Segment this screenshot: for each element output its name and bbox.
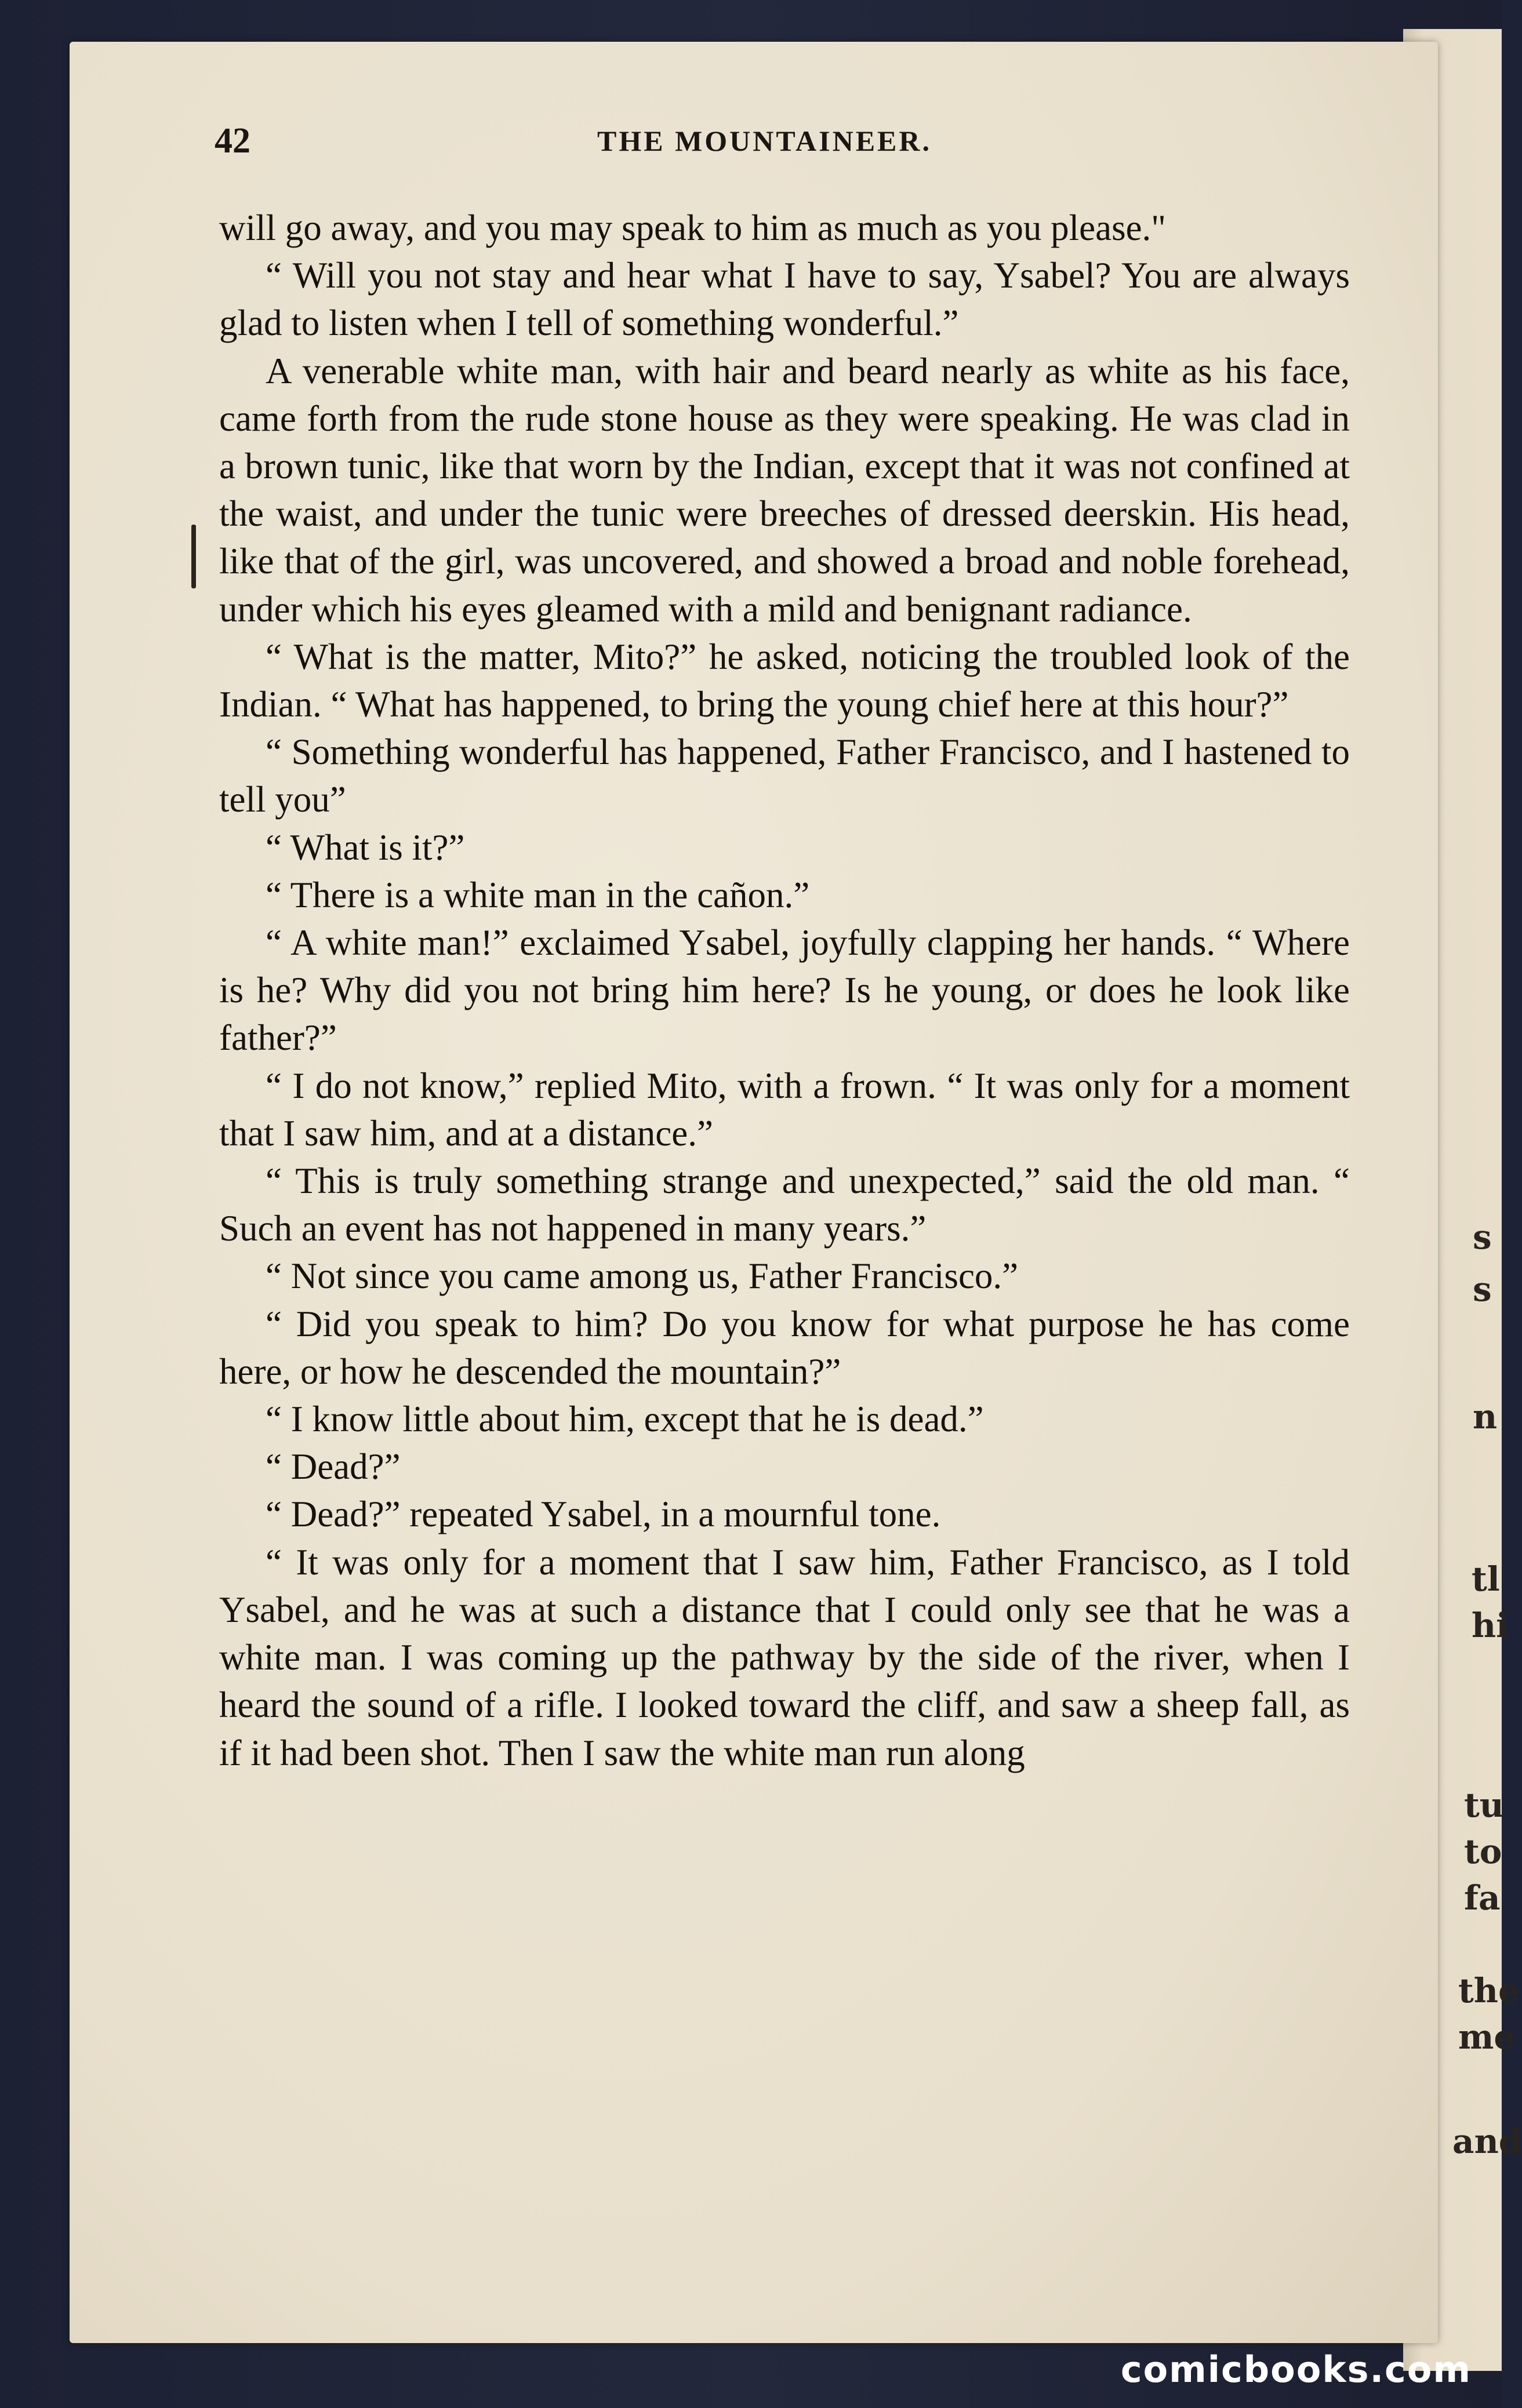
paragraph: “ What is it?”	[266, 827, 465, 868]
paragraph: “ A white man!” exclaimed Ysabel, joyfully clapping her hands. “ Where is he? Why did you not bring him here? Is he young, or does he look like father?”	[219, 922, 1350, 1058]
paragraph: “ I do not know,” replied Mito, with a frown. “ It was only for a moment that I saw him, and at a distance.”	[219, 1065, 1350, 1154]
paragraph: “ This is truly something strange and unexpected,” said the old man. “ Such an event has not happened in many years.”	[219, 1161, 1350, 1249]
paragraph: “ What is the matter, Mito?” he asked, noticing the troubled look of the Indian. “ What has happened, to bring the young chief here at this hour?”	[219, 636, 1350, 725]
facing-page-fragment: to	[1464, 1832, 1502, 1871]
paragraph: “ Something wonderful has happened, Father Francisco, and I hastened to tell you”	[219, 732, 1350, 820]
margin-pencil-mark	[191, 525, 196, 588]
facing-page-fragment: me	[1458, 2017, 1516, 2057]
facing-page-fragment: hi	[1472, 1606, 1509, 1645]
running-title: THE MOUNTAINEER.	[597, 125, 932, 157]
paragraph: “ It was only for a moment that I saw him, Father Francisco, as I told Ysabel, and he was at such a distance that I could only see that he was a white man. I was coming up the pathway by the side of the river, when I heard the sound of a rifle. I looked toward the cliff, and saw a sheep fall, as if it had been shot. Then I saw the white man run along	[219, 1541, 1350, 1773]
paragraph: “ Dead?”	[266, 1446, 401, 1487]
facing-page-fragment: tu	[1464, 1785, 1504, 1825]
facing-page-fragment: the	[1458, 1971, 1520, 2010]
paragraph: “ Not since you came among us, Father Francisco.”	[266, 1256, 1019, 1297]
body-text	[219, 204, 1350, 1777]
paragraph: “ I know little about him, except that he is dead.”	[266, 1399, 984, 1440]
page-header	[215, 121, 1351, 167]
paragraph: will go away, and you may speak to him as much as you please."	[219, 208, 1167, 248]
facing-page-fragment: s	[1473, 1217, 1492, 1257]
facing-page-fragment: tl	[1472, 1559, 1500, 1599]
facing-page-fragment: and	[1452, 2122, 1522, 2161]
paragraph: A venerable white man, with hair and beard nearly as white as his face, came forth from the rude stone house as they were speaking. He was clad in a brown tunic, like that worn by the Indian, except that it was not confined at the waist, and under the tunic were breeches of dressed deerskin. His head, like that of the girl, was uncovered, and showed a broad and noble forehead, under which his eyes gleamed with a mild and benignant radiance.	[219, 350, 1350, 630]
facing-page-fragment: n	[1473, 1397, 1498, 1436]
paragraph: “ There is a white man in the cañon.”	[266, 874, 810, 915]
facing-page-fragment: fa	[1464, 1878, 1501, 1918]
page-number: 42	[215, 121, 250, 161]
facing-page-fragment: s	[1473, 1270, 1492, 1309]
watermark: comicbooks.com	[1120, 2348, 1472, 2391]
paragraph: “ Did you speak to him? Do you know for what purpose he has come here, or how he descended the mountain?”	[219, 1303, 1350, 1392]
paragraph: “ Will you not stay and hear what I have to say, Ysabel? You are always glad to listen when I tell of something wonderful.”	[219, 255, 1350, 344]
paragraph: “ Dead?” repeated Ysabel, in a mournful tone.	[266, 1494, 941, 1535]
